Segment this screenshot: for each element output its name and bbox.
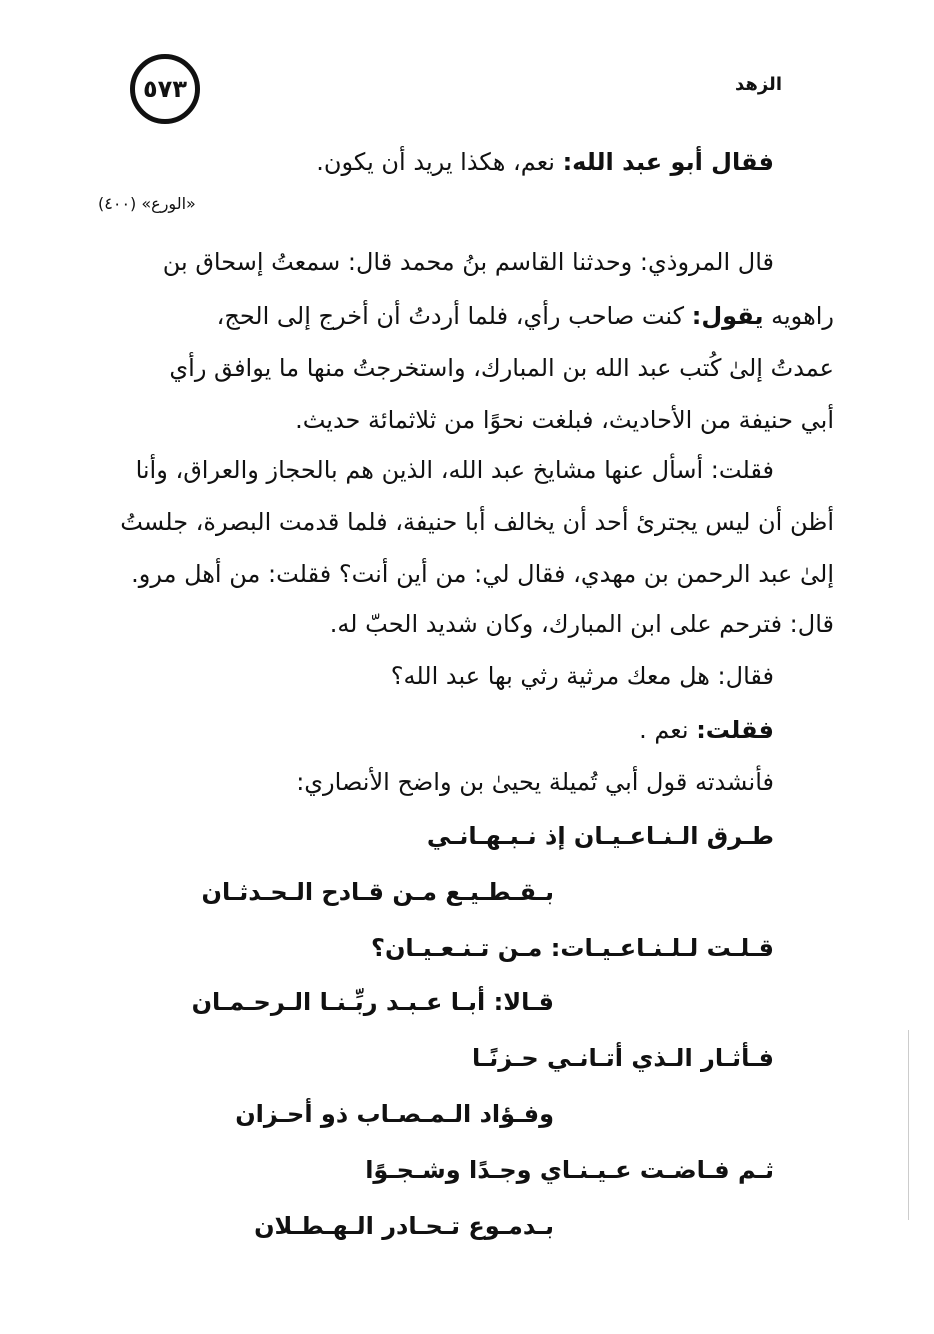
line1-rest: نعم، هكذا يريد أن يكون. (316, 148, 563, 176)
para1-line4: أبي حنيفة من الأحاديث، فبلغت نحوًا من ثلاثمائة حديث. (295, 406, 834, 434)
para2-line3: إلىٰ عبد الرحمن بن مهدي، فقال لي: من أين أنت؟ فقلت: من أهل مرو. (131, 560, 834, 588)
page-header (90, 52, 830, 132)
page-number: ٥٧٣ (130, 54, 200, 124)
para2-line2: أظن أن ليس يجترئ أحد أن يخالف أبا حنيفة، فلما قدمت البصرة، جلستُ (120, 508, 834, 536)
para1-line2-bold: يقول: (691, 302, 764, 330)
para1-line3: عمدتُ إلىٰ كُتب عبد الله بن المبارك، واستخرجتُ منها ما يوافق رأي (169, 354, 834, 382)
scan-margin-mark (908, 1030, 909, 1220)
para1-line2-b: كنت صاحب رأي، فلما أردتُ أن أخرج إلى الحج، (216, 302, 692, 330)
poem-verse-3: قـلـت لـلـنـاعـيـات: مـن تـنـعـيـان؟ (371, 934, 774, 962)
para2-line4: قال: فترحم على ابن المبارك، وكان شديد الحبّ له. (329, 610, 834, 638)
poem-verse-4: قـالا: أبـا عـبـد ربِّـنـا الـرحـمـان (191, 988, 554, 1016)
poem-verse-2: بـقـطـيـع مـن قـادح الـحـدثـان (201, 878, 554, 906)
poem-verse-8: بـدمـوع تـحـادر الـهـطـلان (254, 1212, 554, 1240)
para1-line1 (100, 236, 774, 288)
para1-line2-a: راهويه (763, 302, 834, 330)
source-reference: «الورع» (٤٠٠) (98, 194, 196, 213)
chapter-title: الزهد (727, 74, 790, 95)
poem-verse-1: طـرق الـنـاعـيـان إذ نـبـهـانـي (426, 822, 774, 850)
para4-bold: فقلت: (696, 716, 774, 744)
para2-line1: فقلت: أسأل عنها مشايخ عبد الله، الذين هم بالحجاز والعراق، وأنا (135, 456, 774, 484)
para3: فقال: هل معك مرثية رثي بها عبد الله؟ (390, 662, 774, 690)
para4-rest: نعم . (639, 716, 697, 744)
poem-verse-5: فـأثـار الـذي أتـانـي حـزنًـا (472, 1044, 774, 1072)
poem-verse-7: ثـم فـاضـت عـيـنـاي وجـدًا وشـجـوًا (365, 1156, 774, 1184)
text-line-1 (316, 136, 774, 188)
para1-line2 (217, 290, 834, 342)
poem-verse-6: وفـؤاد الـمـصـاب ذو أحـزان (235, 1100, 554, 1128)
para1-line1-text: قال المروذي: وحدثنا القاسم بنُ محمد قال: سمعتُ إسحاق بن (162, 248, 774, 276)
para4 (639, 704, 774, 756)
para5: فأنشدته قول أبي تُميلة يحيىٰ بن واضح الأنصاري: (296, 768, 774, 796)
speaker-bold: فقال أبو عبد الله: (562, 148, 774, 176)
